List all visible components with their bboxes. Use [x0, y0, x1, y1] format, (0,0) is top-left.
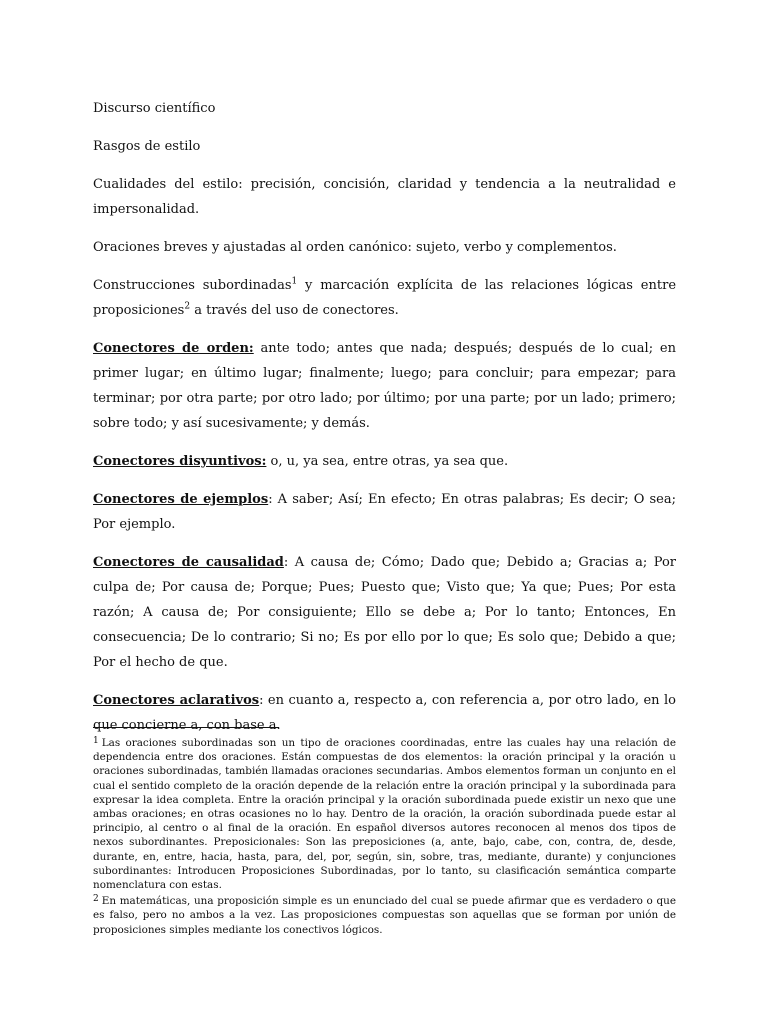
- footnote-2-text: En matemáticas, una proposición simple es un enunciado del cual se puede afirmar que es verdadero o que es falso, pero no ambos a la vez. Las proposiciones compuestas son aquellas que se forman por unión de proposiciones simples mediante los conectivos lógicos.: [93, 895, 676, 936]
- footnote-2: [93, 892, 676, 937]
- conectores-causalidad-text: : A causa de; Cómo; Dado que; Debido a; Gracias a; Por culpa de; Por causa de; Porque; Pues; Puesto que; Visto que; Ya que; Pues; Por esta razón; A causa de; Por consiguiente; Ello se debe a; Por lo tanto; Entonces, En consecuencia; De lo contrario; Si no; Es por ello por lo que; Es solo que; Debido a que; Por el hecho de que.: [93, 555, 676, 670]
- conectores-orden-label: Conectores de orden:: [93, 341, 254, 356]
- footnotes: [93, 734, 676, 937]
- footnote-ref-1[interactable]: 1: [291, 276, 298, 287]
- paragraph-construcciones: [93, 273, 676, 323]
- conectores-orden-text: ante todo; antes que nada; después; después de lo cual; en primer lugar; en último lugar; finalmente; luego; para concluir; para empezar; para terminar; por otra parte; por otro lado; por último; por una parte; por un lado; primero; sobre todo; y así sucesivamente; y demás.: [93, 341, 676, 431]
- footnote-separator: [93, 727, 279, 728]
- document-body: [93, 96, 676, 751]
- paragraph-conectores-ejemplos: [93, 487, 676, 537]
- paragraph-conectores-causalidad: [93, 550, 676, 675]
- paragraph-conectores-aclarativos: [93, 688, 676, 738]
- paragraph-cualidades: Cualidades del estilo: precisión, concisión, claridad y tendencia a la neutralidad e impersonalidad.: [93, 177, 676, 217]
- construcciones-text-b: y marcación explícita de las relaciones lógicas entre proposiciones: [93, 278, 677, 318]
- conectores-aclarativos-label: Conectores aclarativos: [93, 693, 260, 708]
- footnote-1: [93, 734, 676, 892]
- conectores-disyuntivos-text: o, u, ya sea, entre otras, ya sea que.: [266, 454, 509, 469]
- paragraph-conectores-orden: [93, 336, 676, 436]
- document-title: Discurso científico: [93, 101, 216, 116]
- footnote-1-number: 1: [93, 736, 99, 746]
- construcciones-text-c: a través del uso de conectores.: [190, 303, 399, 318]
- paragraph-oraciones: Oraciones breves y ajustadas al orden canónico: sujeto, verbo y complementos.: [93, 240, 617, 255]
- footnote-2-number: 2: [93, 894, 99, 905]
- conectores-causalidad-label: Conectores de causalidad: [93, 555, 284, 570]
- footnote-ref-2[interactable]: 2: [184, 301, 191, 312]
- paragraph-conectores-disyuntivos: [93, 449, 676, 474]
- conectores-ejemplos-text: : A saber; Así; En efecto; En otras palabras; Es decir; O sea; Por ejemplo.: [93, 492, 676, 532]
- footnote-1-text: Las oraciones subordinadas son un tipo de oraciones coordinadas, entre las cuales hay una relación de dependencia entre dos oraciones. Están compuestas de dos elementos: la oración principal y la oración u oraciones subordinadas, también llamadas oraciones secundarias. Ambos elementos forman un conjunto en el cual el sentido completo de la oración depende de la relación entre la oración principal y la subordinada para expresar la idea completa. Entre la oración principal y la oración subordinada puede existir un nexo que une ambas oraciones; en otras ocasiones no lo hay. Dentro de la oración, la oración subordinada puede estar al principio, al centro o al final de la oración. En español diversos autores reconocen al menos dos tipos de nexos subordinantes. Preposicionales: Son las preposiciones (a, ante, bajo, cabe, con, contra, de, desde, durante, en, entre, hacia, hasta, para, del, por, según, sin, sobre, tras, mediante, durante) y conjunciones subordinantes: Introducen Proposiciones Subordinadas, por lo tanto, su clasificación semántica comparte nomenclatura con estas.: [93, 737, 676, 892]
- conectores-disyuntivos-label: Conectores disyuntivos:: [93, 454, 267, 469]
- conectores-aclarativos-text: : en cuanto a, respecto a, con referencia a, por otro lado, en lo que concierne a, con base a.: [93, 693, 676, 733]
- section-heading: Rasgos de estilo: [93, 139, 201, 154]
- conectores-ejemplos-label: Conectores de ejemplos: [93, 492, 269, 507]
- construcciones-text-a: Construcciones subordinadas: [93, 278, 292, 293]
